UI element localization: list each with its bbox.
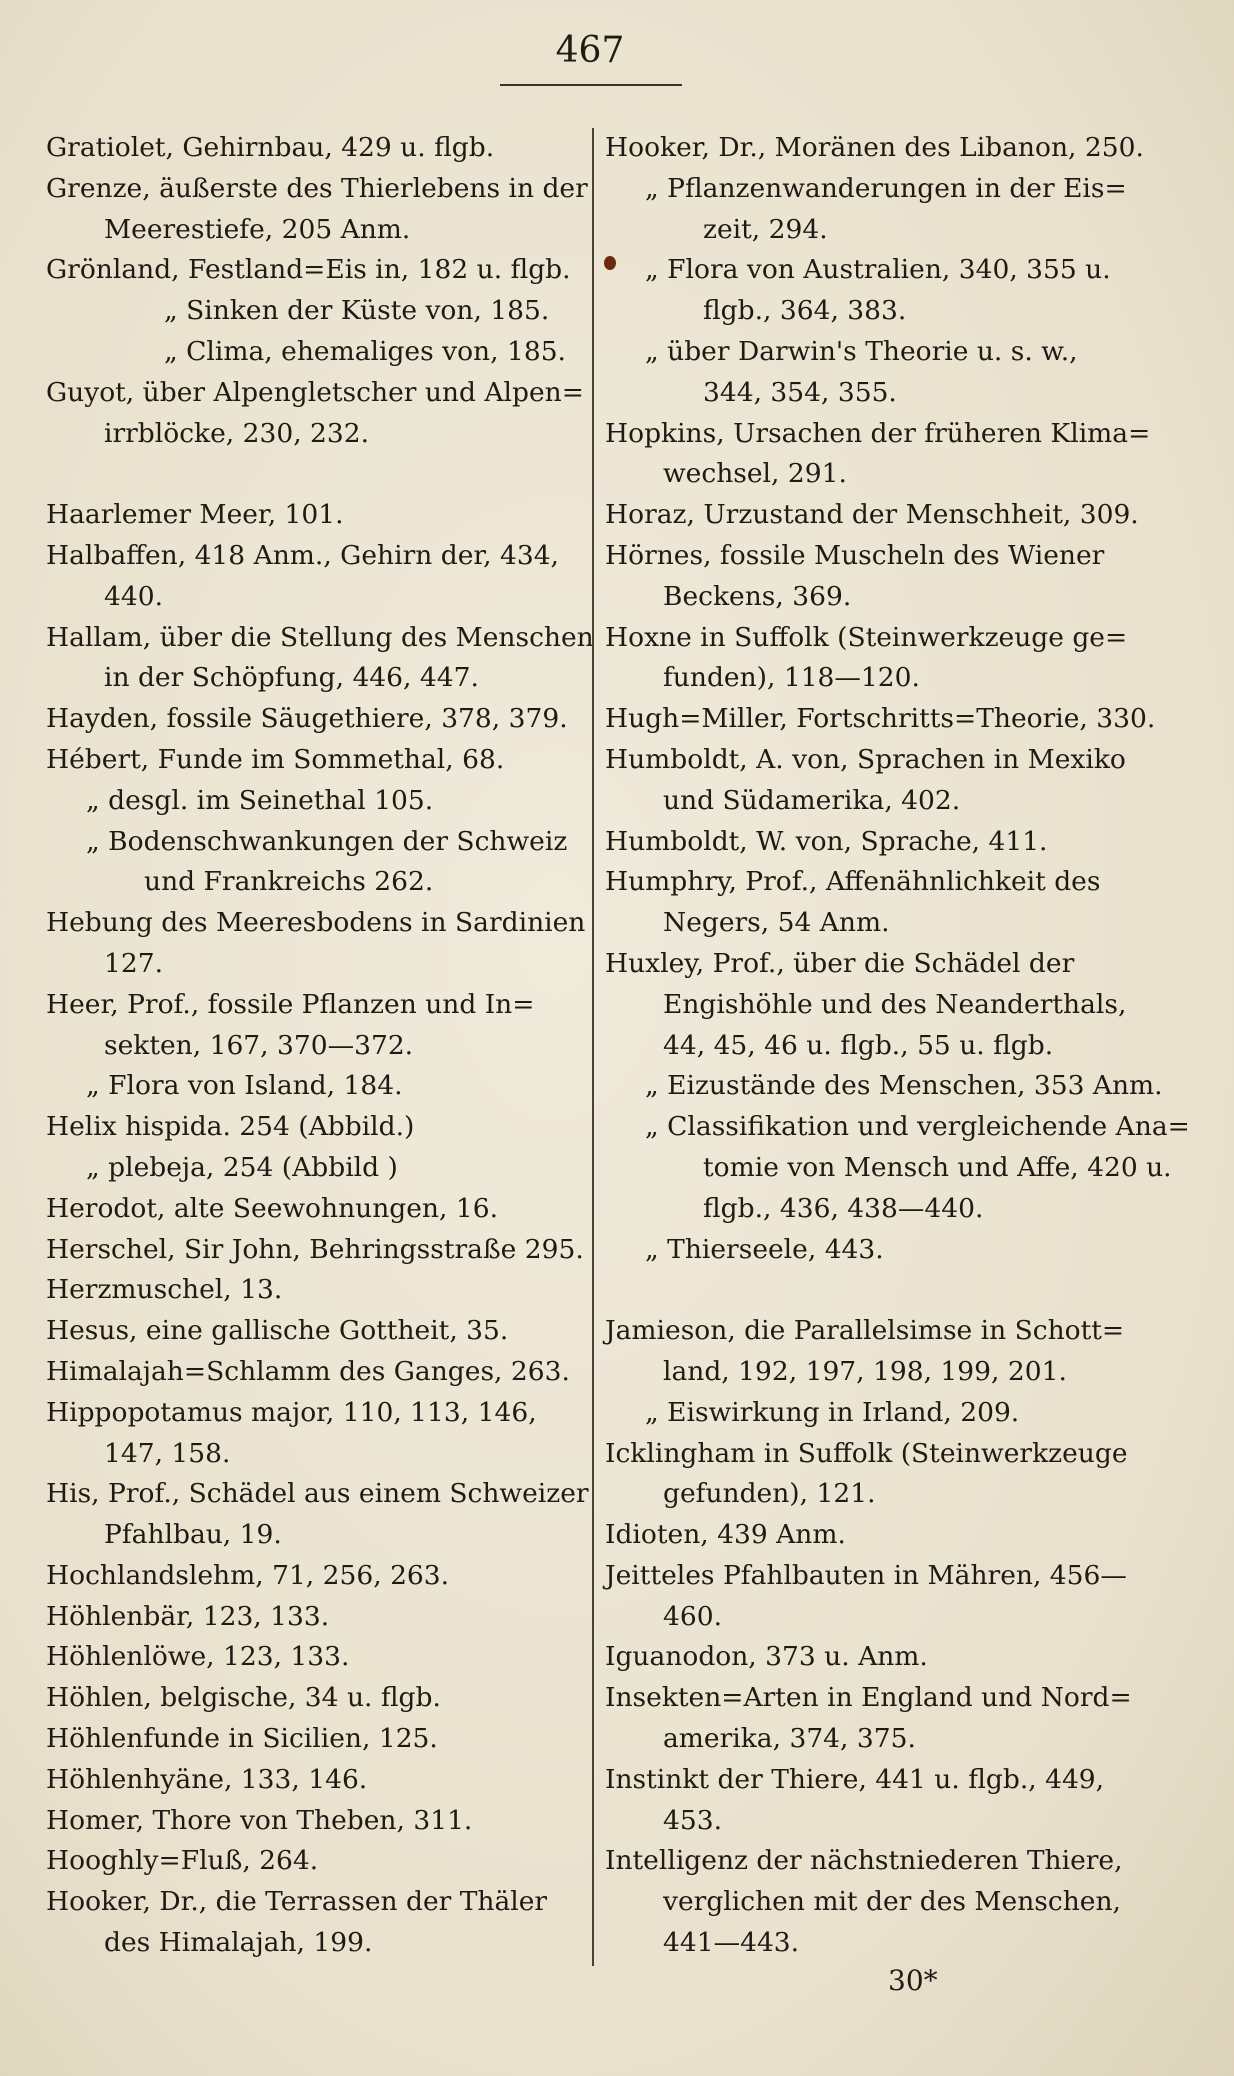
entry-line: 441—443.: [663, 1927, 800, 1959]
index-entry: [46, 1393, 586, 1475]
entry-line: „ Flora von Island, 184.: [86, 1070, 403, 1102]
entry-line: tomie von Mensch und Affe, 420 u.: [703, 1151, 1172, 1183]
entry-line: Gratiolet, Gehirnbau, 429 u. flgb.: [46, 132, 495, 163]
entry-line: Höhlenbär, 123, 133.: [46, 1600, 330, 1632]
entry-line: „ über Darwin's Theorie u. s. w.,: [645, 335, 1078, 367]
index-entry: [46, 250, 586, 291]
entry-line: Jamieson, die Parallelsimse in Schott=: [605, 1315, 1125, 1347]
index-entry: [46, 985, 586, 1067]
entry-line: Grönland, Festland=Eis in, 182 u. flgb.: [46, 254, 571, 286]
entry-line: flgb., 364, 383.: [703, 295, 907, 327]
entry-line: Höhlenlöwe, 123, 133.: [46, 1641, 350, 1673]
index-entry: [605, 536, 1141, 618]
index-entry: [46, 618, 594, 700]
entry-line: Hayden, fossile Säugethiere, 378, 379.: [46, 703, 568, 735]
index-column-right: [605, 128, 1190, 1964]
index-entry: [46, 1678, 586, 1719]
entry-line: Insekten=Arten in England und Nord=: [605, 1682, 1132, 1714]
index-subentry: [46, 822, 586, 904]
entry-line: „ Eiswirkung in Irland, 209.: [645, 1396, 1020, 1428]
entry-line: Meerestiefe, 205 Anm.: [104, 213, 411, 245]
index-entry: [46, 699, 586, 740]
entry-line: Herzmuschel, 13.: [46, 1274, 283, 1306]
entry-line: Herschel, Sir John, Behringsstraße 295.: [46, 1233, 584, 1265]
entry-line: Hörnes, fossile Muscheln des Wiener: [605, 539, 1105, 571]
entry-line: Hooghly=Fluß, 264.: [46, 1845, 319, 1877]
entry-line: zeit, 294.: [703, 213, 828, 245]
index-entry: [605, 128, 1144, 169]
index-entry: [46, 903, 586, 985]
index-entry: [46, 495, 586, 536]
entry-line: Icklingham in Suffolk (Steinwerkzeuge: [605, 1437, 1128, 1469]
index-subentry: [46, 332, 586, 373]
index-entry: [605, 862, 1141, 944]
entry-line: Huxley, Prof., über die Schädel der: [605, 947, 1075, 979]
entry-line: in der Schöpfung, 446, 447.: [104, 662, 479, 694]
entry-line: Höhlen, belgische, 34 u. flgb.: [46, 1682, 441, 1714]
entry-line: Idioten, 439 Anm.: [605, 1519, 846, 1551]
index-entry: [46, 128, 586, 169]
entry-line: 440.: [104, 580, 164, 612]
index-entry: [605, 414, 1151, 496]
entry-line: „ Flora von Australien, 340, 355 u.: [645, 254, 1111, 286]
entry-line: wechsel, 291.: [663, 458, 847, 490]
index-entry: [46, 1270, 586, 1311]
index-entry: [46, 536, 586, 618]
entry-line: sekten, 167, 370—372.: [104, 1029, 414, 1061]
entry-line: „ Thierseele, 443.: [645, 1233, 884, 1265]
entry-line: Hallam, über die Stellung des Menschen: [46, 621, 594, 653]
index-entry: [46, 1556, 586, 1597]
index-entry: [605, 1556, 1141, 1638]
index-entry: [46, 373, 586, 455]
index-column-left: [46, 128, 594, 1964]
entry-line: Helix hispida. 254 (Abbild.): [46, 1111, 415, 1143]
entry-line: des Himalajah, 199.: [104, 1927, 373, 1959]
index-subentry: [605, 332, 1141, 414]
index-subentry: [46, 1066, 586, 1107]
entry-line: Grenze, äußerste des Thierlebens in der: [46, 172, 588, 204]
entry-line: Haarlemer Meer, 101.: [46, 499, 344, 531]
index-subentry: [605, 1393, 1141, 1434]
entry-line: Hébert, Funde im Sommethal, 68.: [46, 743, 505, 775]
entry-line: Himalajah=Schlamm des Ganges, 263.: [46, 1355, 570, 1387]
ink-spot: [604, 256, 616, 270]
index-subentry: [46, 291, 586, 332]
index-subentry: [46, 781, 586, 822]
entry-line: Guyot, über Alpengletscher und Alpen=: [46, 376, 584, 408]
index-entry: [46, 169, 586, 251]
entry-line: Hesus, eine gallische Gottheit, 35.: [46, 1315, 509, 1347]
entry-line: Heer, Prof., fossile Pflanzen und In=: [46, 988, 535, 1020]
entry-line: 127.: [104, 947, 164, 979]
entry-line: „ Bodenschwankungen der Schweiz: [86, 825, 568, 857]
index-entry: [46, 1107, 586, 1148]
index-entry: [605, 1515, 1141, 1556]
index-entry: [605, 822, 1141, 863]
index-entry: [46, 1597, 586, 1638]
entry-line: 147, 158.: [104, 1437, 231, 1469]
index-entry: [605, 1637, 1141, 1678]
section-gap: [46, 454, 586, 495]
index-entry: [46, 1474, 589, 1556]
entry-line: Höhlenfunde in Sicilien, 125.: [46, 1723, 438, 1755]
index-entry: [605, 1841, 1141, 1963]
entry-line: amerika, 374, 375.: [663, 1723, 916, 1755]
index-entry: [605, 495, 1141, 536]
entry-line: funden), 118—120.: [663, 662, 920, 694]
entry-line: „ Eizustände des Menschen, 353 Anm.: [645, 1070, 1163, 1102]
index-entry: [46, 1841, 586, 1882]
entry-line: „ Clima, ehemaliges von, 185.: [164, 335, 566, 367]
index-entry: [605, 1311, 1141, 1393]
entry-line: Humboldt, W. von, Sprache, 411.: [605, 825, 1048, 857]
entry-line: 44, 45, 46 u. flgb., 55 u. flgb.: [663, 1029, 1054, 1061]
index-subentry: [46, 1148, 586, 1189]
entry-line: land, 192, 197, 198, 199, 201.: [663, 1355, 1067, 1387]
index-entry: [46, 1801, 586, 1842]
index-entry: [46, 1760, 586, 1801]
index-entry: [46, 1719, 586, 1760]
entry-line: Hooker, Dr., die Terrassen der Thäler: [46, 1886, 548, 1918]
entry-line: Hooker, Dr., Moränen des Libanon, 250.: [605, 132, 1144, 163]
entry-line: „ Classifikation und vergleichende Ana=: [645, 1111, 1190, 1143]
index-entry: [605, 1760, 1141, 1842]
index-subentry: [605, 1230, 1141, 1271]
entry-line: Humboldt, A. von, Sprachen in Mexiko: [605, 743, 1126, 775]
entry-line: „ plebeja, 254 (Abbild ): [86, 1151, 398, 1183]
entry-line: Jeitteles Pfahlbauten in Mähren, 456—: [605, 1559, 1127, 1591]
entry-line: verglichen mit der des Menschen,: [663, 1886, 1121, 1918]
entry-line: Hochlandslehm, 71, 256, 263.: [46, 1559, 450, 1591]
entry-line: Herodot, alte Seewohnungen, 16.: [46, 1192, 498, 1224]
entry-line: 453.: [663, 1804, 723, 1836]
entry-line: 460.: [663, 1600, 723, 1632]
entry-line: Intelligenz der nächstniederen Thiere,: [605, 1845, 1123, 1877]
entry-line: „ Pflanzenwanderungen in der Eis=: [645, 172, 1127, 204]
entry-line: His, Prof., Schädel aus einem Schweizer: [46, 1478, 589, 1510]
index-entry: [605, 1434, 1141, 1516]
entry-line: und Frankreichs 262.: [144, 866, 434, 898]
section-gap: [605, 1270, 1141, 1311]
entry-line: Horaz, Urzustand der Menschheit, 309.: [605, 499, 1139, 531]
entry-line: Hopkins, Ursachen der früheren Klima=: [605, 417, 1151, 449]
column-divider: [592, 128, 594, 1966]
entry-line: Hippopotamus major, 110, 113, 146,: [46, 1396, 537, 1428]
entry-line: Iguanodon, 373 u. Anm.: [605, 1641, 928, 1673]
index-entry: [605, 699, 1156, 740]
index-entry: [46, 1352, 586, 1393]
entry-line: Engishöhle und des Neanderthals,: [663, 988, 1127, 1020]
entry-line: Negers, 54 Anm.: [663, 907, 890, 939]
index-entry: [46, 1230, 586, 1271]
entry-line: Homer, Thore von Theben, 311.: [46, 1804, 473, 1836]
entry-line: Pfahlbau, 19.: [104, 1519, 282, 1551]
index-subentry: [605, 1107, 1190, 1229]
entry-line: Humphry, Prof., Affenähnlichkeit des: [605, 866, 1101, 898]
index-entry: [605, 618, 1141, 700]
entry-line: irrblöcke, 230, 232.: [104, 417, 370, 449]
index-entry: [605, 944, 1141, 1066]
index-subentry: [605, 169, 1141, 251]
entry-line: „ Sinken der Küste von, 185.: [164, 295, 550, 327]
index-entry: [46, 1189, 586, 1230]
entry-line: 344, 354, 355.: [703, 376, 897, 408]
entry-line: Hoxne in Suffolk (Steinwerkzeuge ge=: [605, 621, 1128, 653]
index-entry: [46, 740, 586, 781]
index-entry: [46, 1882, 586, 1964]
index-entry: [605, 1678, 1141, 1760]
entry-line: „ desgl. im Seinethal 105.: [86, 784, 434, 816]
signature-mark: 30*: [888, 1964, 938, 1997]
entry-line: und Südamerika, 402.: [663, 784, 961, 816]
entry-line: Hebung des Meeresbodens in Sardinien: [46, 907, 586, 939]
index-entry: [46, 1637, 586, 1678]
entry-line: gefunden), 121.: [663, 1478, 876, 1510]
index-subentry: [605, 1066, 1163, 1107]
entry-line: Halbaffen, 418 Anm., Gehirn der, 434,: [46, 539, 559, 571]
entry-line: Hugh=Miller, Fortschritts=Theorie, 330.: [605, 703, 1156, 735]
entry-line: flgb., 436, 438—440.: [703, 1192, 984, 1224]
entry-line: Höhlenhyäne, 133, 146.: [46, 1763, 368, 1795]
index-entry: [46, 1311, 586, 1352]
index-entry: [605, 740, 1141, 822]
entry-line: Beckens, 369.: [663, 580, 852, 612]
index-subentry: [605, 250, 1141, 332]
header-rule: [500, 84, 682, 86]
entry-line: Instinkt der Thiere, 441 u. flgb., 449,: [605, 1763, 1105, 1795]
page-number: 467: [555, 30, 625, 71]
